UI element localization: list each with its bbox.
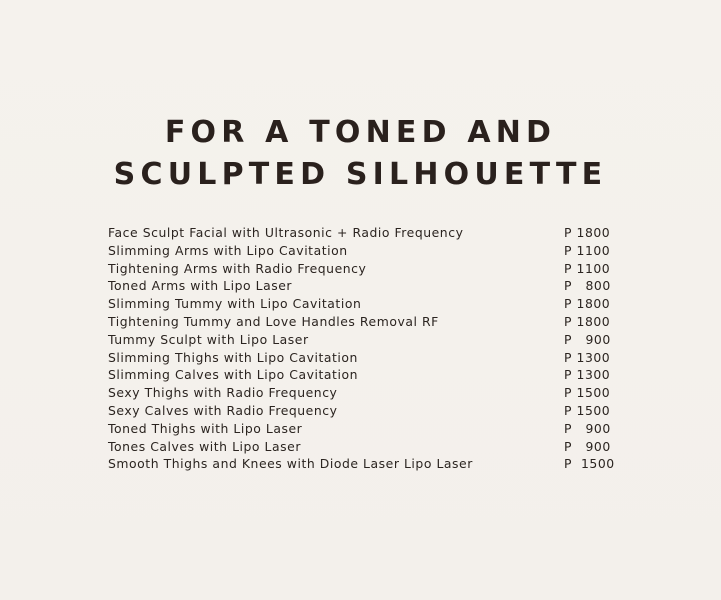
service-name: Slimming Tummy with Lipo Cavitation xyxy=(108,296,362,312)
service-name: Toned Arms with Lipo Laser xyxy=(108,278,293,294)
service-price: P 1100 xyxy=(564,260,611,276)
service-price: P 1100 xyxy=(564,242,611,258)
service-name: Tones Calves with Lipo Laser xyxy=(108,438,301,454)
service-row xyxy=(108,455,615,473)
service-price: P 1500 xyxy=(564,402,611,418)
service-name: Sexy Calves with Radio Frequency xyxy=(108,402,338,418)
service-name: Face Sculpt Facial with Ultrasonic + Radio Frequency xyxy=(108,225,464,240)
service-price: P 1800 xyxy=(564,313,611,329)
page-title-line-1: FOR A TONED AND xyxy=(164,115,557,150)
service-row xyxy=(108,224,612,242)
service-row xyxy=(108,349,612,367)
service-row xyxy=(108,402,612,420)
service-price: P 900 xyxy=(564,331,611,347)
service-name: Tightening Arms with Radio Frequency xyxy=(108,260,367,276)
service-price: P 1800 xyxy=(564,296,611,312)
service-row xyxy=(108,277,612,295)
service-price: P 1300 xyxy=(564,349,611,365)
service-name: Slimming Calves with Lipo Cavitation xyxy=(108,367,358,383)
service-price: P 1500 xyxy=(564,385,611,401)
service-price: P 1800 xyxy=(564,225,611,240)
service-row xyxy=(108,331,612,349)
service-name: Toned Thighs with Lipo Laser xyxy=(108,420,303,436)
service-row xyxy=(108,420,612,438)
service-name: Tummy Sculpt with Lipo Laser xyxy=(108,331,309,347)
page-title-line-2: SCULPTED SILHOUETTE xyxy=(113,157,608,192)
service-name: Smooth Thighs and Knees with Diode Laser Lipo Laser xyxy=(108,456,473,472)
service-price: P 1500 xyxy=(564,456,615,472)
service-row xyxy=(108,438,612,456)
service-price: P 800 xyxy=(564,278,611,294)
service-row xyxy=(108,295,612,313)
service-row xyxy=(108,366,612,384)
service-price: P 900 xyxy=(564,420,611,436)
service-name: Sexy Thighs with Radio Frequency xyxy=(108,385,338,401)
service-row xyxy=(108,260,612,278)
service-price: P 900 xyxy=(564,438,611,454)
service-name: Slimming Arms with Lipo Cavitation xyxy=(108,242,348,258)
service-name: Slimming Thighs with Lipo Cavitation xyxy=(108,349,358,365)
service-price-list xyxy=(108,224,615,473)
service-row xyxy=(108,242,612,260)
service-row xyxy=(108,313,612,331)
service-row xyxy=(108,384,612,402)
service-name: Tightening Tummy and Love Handles Removal RF xyxy=(108,313,439,329)
service-price: P 1300 xyxy=(564,367,611,383)
